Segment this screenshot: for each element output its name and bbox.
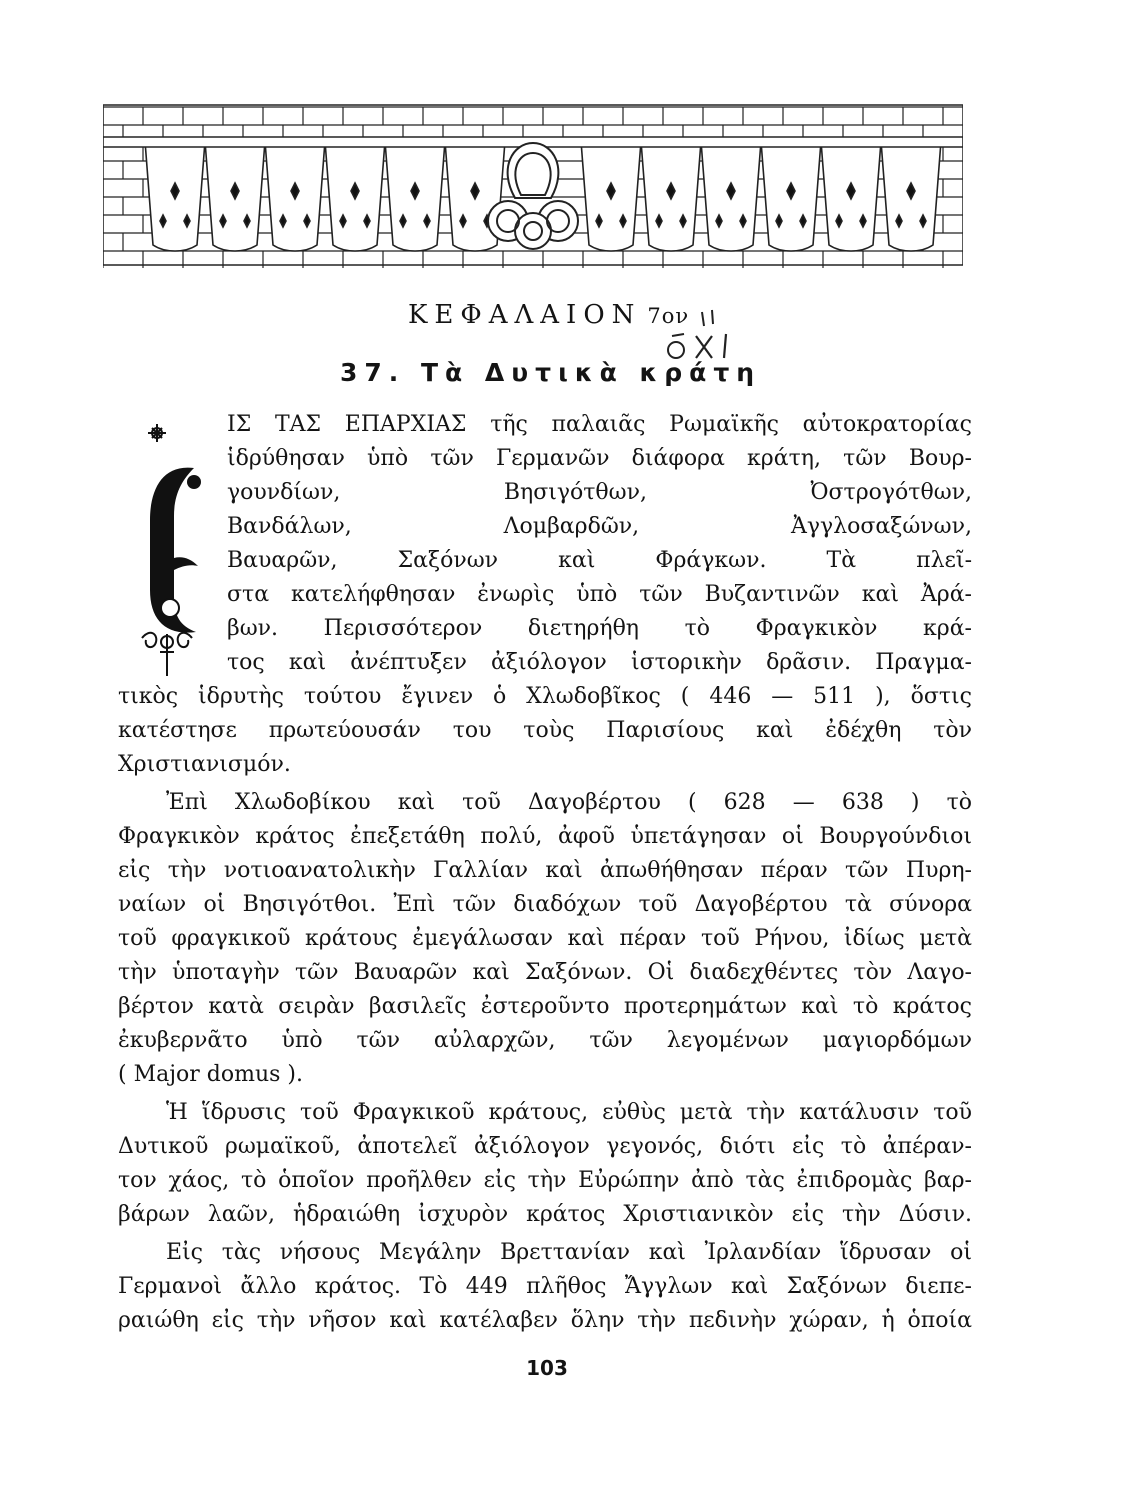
- text-line: Ἡ ἵδρυσις τοῦ Φραγκικοῦ κράτους, εὐθὺς μετὰ τὴν κατάλυσιν τοῦ: [166, 1100, 972, 1125]
- text-line: Γερμανοὶ ἄλλο κράτος. Τὸ 449 πλῆθος Ἄγγλων καὶ Σαξόνων διεπε-: [118, 1274, 972, 1299]
- text-line: βων. Περισσότερον διετηρήθη τὸ Φραγκικὸν κρά-: [227, 616, 972, 641]
- text-line: τος καὶ ἀνέπτυξεν ἀξιόλογον ἱστορικὴν δρᾶσιν. Πραγμα-: [227, 650, 972, 675]
- text-line: ἐκυβερνᾶτο ὑπὸ τῶν αὐλαρχῶν, τῶν λεγομένων μαγιορδόμων: [118, 1028, 972, 1053]
- text-line: βέρτον κατὰ σειρὰν βασιλεῖς ἐστεροῦντο προτερημάτων καὶ τὸ κράτος: [118, 994, 972, 1019]
- text-line: τοῦ φραγκικοῦ κράτους ἐμεγάλωσαν καὶ πέραν τοῦ Ρήνου, ἰδίως μετὰ: [118, 926, 972, 951]
- text-line: Ἐπὶ Χλωδοβίκου καὶ τοῦ Δαγοβέρτου ( 628 — 638 ) τὸ: [166, 790, 972, 815]
- text-line: βάρων λαῶν, ἡδραιώθη ἰσχυρὸν κράτος Χριστιανικὸν εἰς τὴν Δύσιν.: [118, 1202, 972, 1227]
- text-line: κατέστησε πρωτεύουσάν του τοὺς Παρισίους καὶ ἐδέχθη τὸν: [118, 718, 972, 743]
- chapter-label: ΚΕΦΑΛΑΙΟΝ: [408, 300, 642, 330]
- text-line: γουνδίων, Βησιγότθων, Ὀστρογότθων,: [227, 480, 972, 505]
- text-line: ραιώθη εἰς τὴν νῆσον καὶ κατέλαβεν ὅλην τὴν πεδινὴν χώραν, ἡ ὁποία: [118, 1308, 972, 1333]
- text-line: Φραγκικὸν κράτος ἐπεξετάθη πολύ, ἀφοῦ ὑπετάγησαν οἱ Βουργούνδιοι: [118, 824, 972, 849]
- text-line: ( Major domus ).: [118, 1062, 304, 1087]
- text-line: τὴν ὑποταγὴν τῶν Βαυαρῶν καὶ Σαξόνων. Οἱ διαδεχθέντες τὸν Λαγο-: [118, 960, 972, 985]
- text-line: Χριστιανισμόν.: [118, 752, 291, 777]
- section-title: 37. Τὰ Δυτικὰ κράτη: [340, 358, 762, 387]
- text-line: Εἰς τὰς νήσους Μεγάλην Βρεττανίαν καὶ Ἰρλανδίαν ἵδρυσαν οἱ: [166, 1240, 972, 1265]
- text-line: εἰς τὴν νοτιοανατολικὴν Γαλλίαν καὶ ἀπωθήθησαν πέραν τῶν Πυρη-: [118, 858, 972, 883]
- text-line: ναίων οἱ Βησιγότθοι. Ἐπὶ τῶν διαδόχων τοῦ Δαγοβέρτου τὰ σύνορα: [118, 892, 972, 917]
- text-line: τον χάος, τὸ ὁποῖον προῆλθεν εἰς τὴν Εὐρώπην ἀπὸ τὰς ἐπιδρομὰς βαρ-: [118, 1168, 972, 1193]
- chapter-number: 7ον: [647, 304, 690, 328]
- text-line: Βανδάλων, Λομβαρδῶν, Ἀγγλοσαξώνων,: [227, 514, 972, 539]
- text-line: τικὸς ἱδρυτὴς τούτου ἔγινεν ὁ Χλωδοβῖκος ( 446 — 511 ), ὅστις: [118, 684, 972, 709]
- text-line: ΙΣ ΤΑΣ ΕΠΑΡΧΙΑΣ τῆς παλαιᾶς Ρωμαϊκῆς αὐτοκρατορίας: [227, 412, 972, 437]
- text-line: ἱδρύθησαν ὑπὸ τῶν Γερμανῶν διάφορα κράτη, τῶν Βουρ-: [227, 446, 972, 471]
- text-line: στα κατελήφθησαν ἐνωρὶς ὑπὸ τῶν Βυζαντινῶν καὶ Ἀρά-: [227, 582, 972, 607]
- text-line: Δυτικοῦ ρωμαϊκοῦ, ἀποτελεῖ ἀξιόλογον γεγονός, διότι εἰς τὸ ἀπέραν-: [118, 1134, 972, 1159]
- text-line: Βαυαρῶν, Σαξόνων καὶ Φράγκων. Τὰ πλεῖ-: [227, 548, 972, 573]
- page-number: 103: [526, 1356, 568, 1380]
